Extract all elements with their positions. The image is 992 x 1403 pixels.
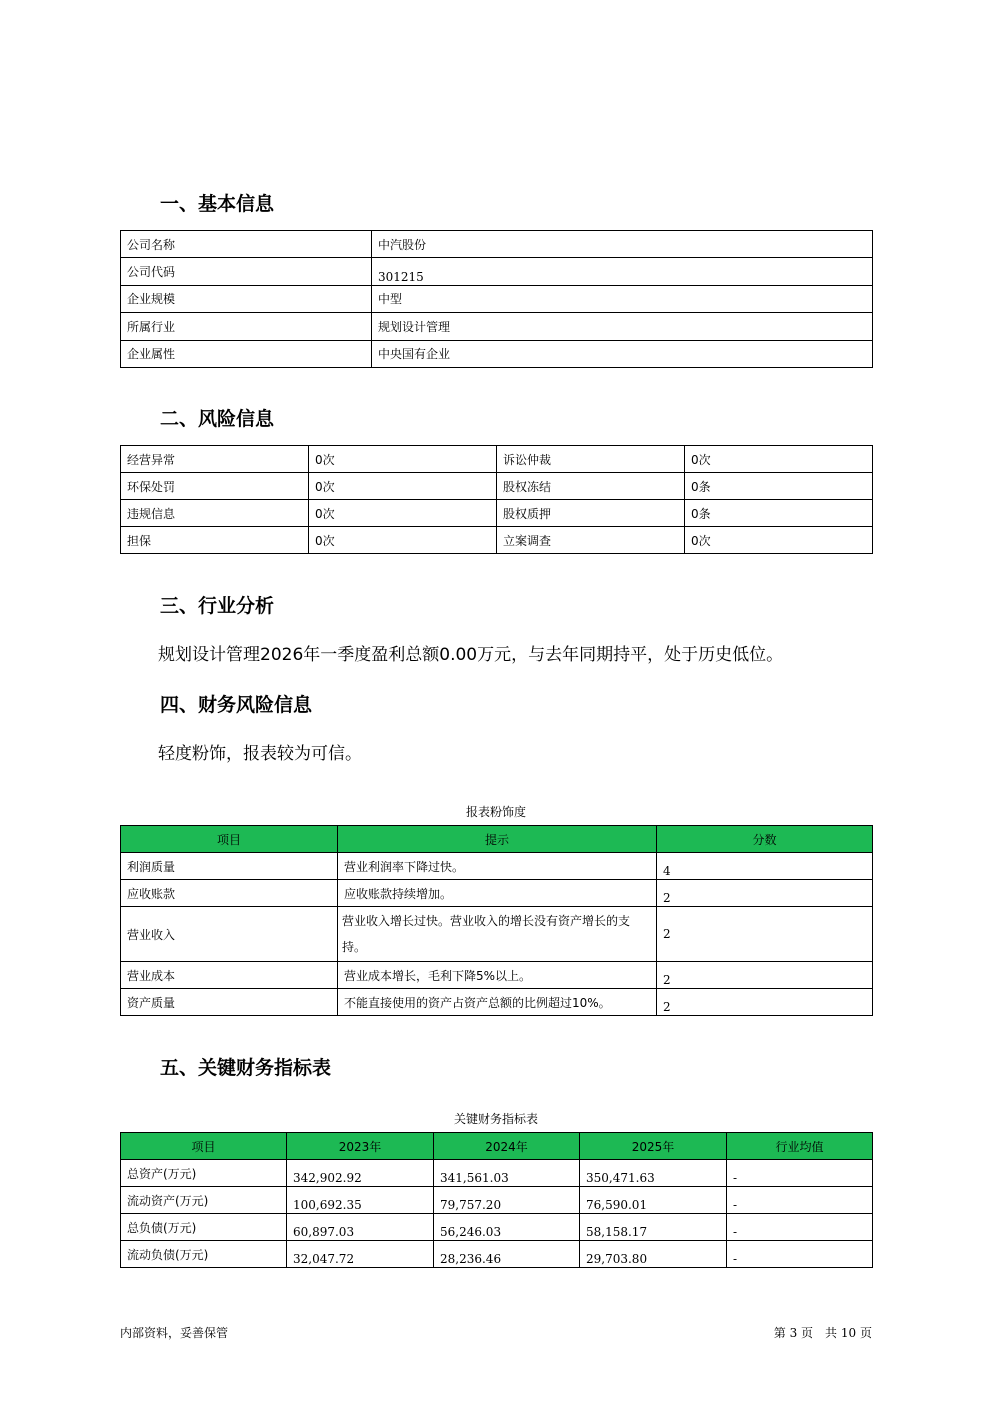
basic-label: 企业规模 bbox=[121, 285, 372, 312]
page-current: 3 bbox=[789, 1326, 798, 1340]
hint-cell: 营业利润率下降过快。 bbox=[338, 853, 657, 880]
section-title-risk: 二、风险信息 bbox=[160, 408, 275, 430]
risk-label: 股权质押 bbox=[497, 500, 685, 527]
item-cell: 营业成本 bbox=[121, 962, 338, 989]
risk-label: 经营异常 bbox=[121, 446, 309, 473]
table-row bbox=[121, 340, 873, 367]
indicator-value: 100,692.35 bbox=[287, 1187, 434, 1214]
indicator-name: 流动资产(万元) bbox=[121, 1187, 287, 1214]
hint-cell: 营业成本增长，毛利下降5%以上。 bbox=[338, 962, 657, 989]
risk-label: 诉讼仲裁 bbox=[497, 446, 685, 473]
industry-average: - bbox=[727, 1187, 873, 1214]
risk-label: 立案调查 bbox=[497, 527, 685, 554]
page-prefix: 第 bbox=[773, 1326, 786, 1340]
table-row bbox=[121, 258, 873, 285]
page-total: 10 bbox=[840, 1326, 857, 1340]
risk-value: 0次 bbox=[309, 473, 497, 500]
indicator-name: 总资产(万元) bbox=[121, 1160, 287, 1187]
indicator-value: 32,047.72 bbox=[287, 1241, 434, 1268]
table-row bbox=[121, 231, 873, 258]
table-row bbox=[121, 880, 873, 907]
footer-page-number bbox=[774, 1325, 872, 1341]
table-row bbox=[121, 1187, 873, 1214]
risk-label: 担保 bbox=[121, 527, 309, 554]
column-header: 2024年 bbox=[434, 1133, 580, 1160]
key-indicators-table bbox=[120, 1132, 873, 1268]
basic-value: 中型 bbox=[372, 285, 873, 312]
basic-value: 301215 bbox=[372, 258, 873, 285]
table-row bbox=[121, 1214, 873, 1241]
basic-label: 所属行业 bbox=[121, 313, 372, 340]
score-cell: 4 bbox=[657, 853, 873, 880]
industry-average: - bbox=[727, 1160, 873, 1187]
column-header: 2025年 bbox=[580, 1133, 727, 1160]
basic-label: 企业属性 bbox=[121, 340, 372, 367]
hint-cell: 应收账款持续增加。 bbox=[338, 880, 657, 907]
hint-cell: 营业收入增长过快。营业收入的增长没有资产增长的支持。 bbox=[338, 907, 657, 962]
indicator-value: 56,246.03 bbox=[434, 1214, 580, 1241]
footer-confidential-note: 内部资料，妥善保管 bbox=[120, 1326, 229, 1340]
basic-label: 公司名称 bbox=[121, 231, 372, 258]
item-cell: 资产质量 bbox=[121, 989, 338, 1016]
table-row bbox=[121, 853, 873, 880]
column-header: 项目 bbox=[121, 1133, 287, 1160]
risk-label: 股权冻结 bbox=[497, 473, 685, 500]
financial-risk-text: 轻度粉饰，报表较为可信。 bbox=[158, 744, 362, 764]
industry-average: - bbox=[727, 1241, 873, 1268]
indicator-value: 350,471.63 bbox=[580, 1160, 727, 1187]
basic-value: 规划设计管理 bbox=[372, 313, 873, 340]
item-cell: 营业收入 bbox=[121, 907, 338, 962]
table-row bbox=[121, 446, 873, 473]
indicator-value: 76,590.01 bbox=[580, 1187, 727, 1214]
indicator-name: 总负债(万元) bbox=[121, 1214, 287, 1241]
indicator-value: 342,902.92 bbox=[287, 1160, 434, 1187]
table-row bbox=[121, 962, 873, 989]
score-cell: 2 bbox=[657, 880, 873, 907]
section-title-key-indicators: 五、关键财务指标表 bbox=[160, 1057, 332, 1079]
indicator-name: 流动负债(万元) bbox=[121, 1241, 287, 1268]
column-header: 2023年 bbox=[287, 1133, 434, 1160]
table-caption-key-indicators: 关键财务指标表 bbox=[453, 1112, 538, 1126]
risk-value: 0次 bbox=[309, 446, 497, 473]
table-caption-whitewash: 报表粉饰度 bbox=[465, 805, 526, 819]
risk-value: 0条 bbox=[685, 500, 873, 527]
indicator-value: 28,236.46 bbox=[434, 1241, 580, 1268]
industry-average: - bbox=[727, 1214, 873, 1241]
column-header: 项目 bbox=[121, 826, 338, 853]
risk-value: 0次 bbox=[685, 446, 873, 473]
score-cell: 2 bbox=[657, 989, 873, 1016]
table-row bbox=[121, 907, 873, 962]
table-row bbox=[121, 500, 873, 527]
basic-value: 中央国有企业 bbox=[372, 340, 873, 367]
whitewash-table bbox=[120, 825, 873, 1016]
page-suffix: 页 bbox=[859, 1326, 872, 1340]
industry-analysis-text: 规划设计管理2026年一季度盈利总额0.00万元，与去年同期持平，处于历史低位。 bbox=[158, 645, 784, 665]
indicator-value: 29,703.80 bbox=[580, 1241, 727, 1268]
column-header: 行业均值 bbox=[727, 1133, 873, 1160]
column-header: 提示 bbox=[338, 826, 657, 853]
table-row bbox=[121, 1160, 873, 1187]
risk-value: 0次 bbox=[309, 500, 497, 527]
risk-value: 0条 bbox=[685, 473, 873, 500]
table-row bbox=[121, 285, 873, 312]
section-title-industry: 三、行业分析 bbox=[160, 595, 275, 617]
page-mid: 页 共 bbox=[801, 1326, 838, 1340]
table-header-row bbox=[121, 826, 873, 853]
risk-label: 违规信息 bbox=[121, 500, 309, 527]
basic-label: 公司代码 bbox=[121, 258, 372, 285]
item-cell: 利润质量 bbox=[121, 853, 338, 880]
table-header-row bbox=[121, 1133, 873, 1160]
hint-cell: 不能直接使用的资产占资产总额的比例超过10%。 bbox=[338, 989, 657, 1016]
indicator-value: 58,158.17 bbox=[580, 1214, 727, 1241]
score-cell: 2 bbox=[657, 907, 873, 962]
column-header: 分数 bbox=[657, 826, 873, 853]
score-cell: 2 bbox=[657, 962, 873, 989]
section-title-basic: 一、基本信息 bbox=[160, 193, 275, 215]
table-row bbox=[121, 473, 873, 500]
basic-info-table bbox=[120, 230, 873, 368]
indicator-value: 79,757.20 bbox=[434, 1187, 580, 1214]
item-cell: 应收账款 bbox=[121, 880, 338, 907]
table-row bbox=[121, 1241, 873, 1268]
indicator-value: 341,561.03 bbox=[434, 1160, 580, 1187]
section-title-financial-risk: 四、财务风险信息 bbox=[160, 694, 313, 716]
risk-info-table bbox=[120, 445, 873, 554]
table-row bbox=[121, 313, 873, 340]
table-row bbox=[121, 989, 873, 1016]
risk-value: 0次 bbox=[685, 527, 873, 554]
risk-value: 0次 bbox=[309, 527, 497, 554]
basic-value: 中汽股份 bbox=[372, 231, 873, 258]
risk-label: 环保处罚 bbox=[121, 473, 309, 500]
indicator-value: 60,897.03 bbox=[287, 1214, 434, 1241]
table-row bbox=[121, 527, 873, 554]
